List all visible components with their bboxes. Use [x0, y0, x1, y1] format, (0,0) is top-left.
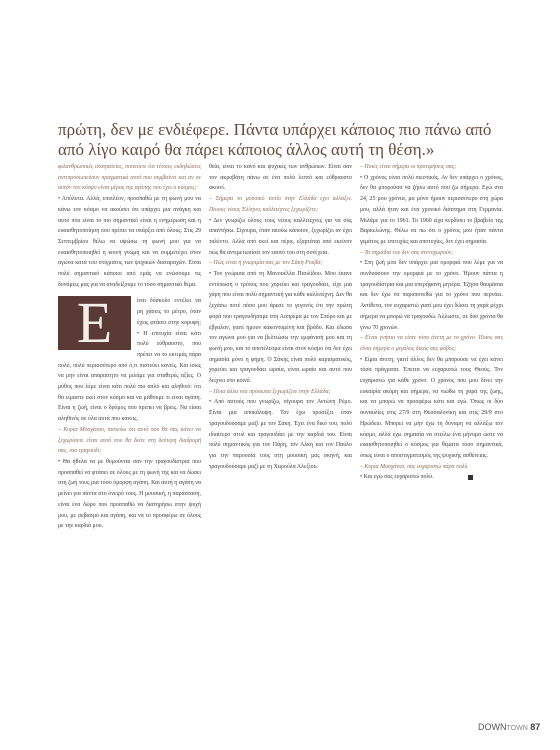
- pull-quote: [58, 120, 528, 160]
- page-number: 87: [530, 722, 541, 732]
- question: – Τα σημάδια του δεν σας στενοχωρούν;: [360, 249, 454, 256]
- page-footer: [478, 722, 540, 732]
- pull-quote-line-1: πρώτη, δεν με ενδιέφερε. Πάντα υπάρχει κάποιος πιο πάνω από: [58, 120, 492, 139]
- question: – Κυρία Μοσχάτου, σας ευχαριστώ πάρα πολύ.: [360, 463, 469, 470]
- column-1: [58, 162, 201, 717]
- paragraph: • Είμαι άνετη, γιατί άλλος δεν θα μπορούσε να έχει κάνει τόσα πράγματα. Έπειτα να ευχαριστώ τους Θεούς. Τον ευχαριστώ για κάθε χρόνο. Ο χρόνος που μου δίνει την ευκαιρία ακόμη και σήμερα, να νιώθω τη χαρά της ζωής, και να μπορώ να προσφέρω κάτι και εγώ. Όπως οι δύο συναυλίες στις 27/9 στη Θεσσαλονίκη και στις 29/9 στο Ηρώδειο. Μπορεί να μην έχω τη δύναμη να αλλάξω τον κόσμο, αλλά έχω σημασία να στείλω ένα μήνυμα ώστε να ευαισθητοποιηθεί ο κόσμος για θέματα τόσο σημαντικά, όπως είναι ο αποστιγματισμός της ψυχικής ασθένειας.: [360, 356, 503, 459]
- question: – Είναι γνήσιο να είστε τόσο άνετη με το χρόνο. Ποιος σας είναι σήμερα ο μεγάλος δικός σας φόβος;: [360, 335, 503, 352]
- paragraph: • Στη ζωή μου δεν υπάρχει μια ομορφιά που λέμε για να συνδυάσουν την ομορφιά με το χρόνο. Ήμουν πάντα η τραγουδίστρια και μια υπερήφανη μητέρα. Έζησα θαυμάσια και δεν έχω να παραπονεθώ για το χρόνο που περνάει. Αντίθετα, τον ευχαριστώ γιατί μου έχει δώσει τη χαρά μέχρι σήμερα να μπορώ να τραγουδώ. Άλλωστε, σε δύο χρόνια θα γίνω 70 χρονών.: [360, 260, 503, 331]
- closing-line: • Και εγώ σας ευχαριστώ πολύ.: [360, 474, 434, 481]
- paragraph: [360, 472, 503, 483]
- paragraph: • Τον γνώρισα από τη Μανουέλλα Παυλίδου. Μου έκανε εντύπωση ο τρόπος που χορεύει και τραγουδάει, είχε μια χάρη που είναι πολύ σημαντική για κάθε καλλιτέχνη. Δεν θα ξεχάσω ποτέ πόσο μου άρεσε το γεγονός ότι την πρώτη φορά που τραγουδήσαμε στη Ασπρέμα με τον Σπύρο και με έβγαλαν, γιατί ήμουν κακοντυμένη και βράδυ. Και έδωσα τον αγώνα μου για να βελτιώσω την εμφάνισή μου και τη φωνή μου, και το αποτέλεσμα είναι στον κόσμο ότι δεν έχει σημασία μόνο η φήμη. Ο Σάκης είναι πολύ καρισματικός, χορεύει και τραγουδάει ωραία, είναι ωραίο και αυτό που δείχνει στο κοινό.: [209, 271, 352, 385]
- paragraph: ίναι δύσκολο εντέλει να μη χάσεις το μέτρο, όταν έχεις φτάσει στην κορυφή; • Η επιτυχία είναι κάτι πολύ εύθραυστο, που πρέπει να το εκτιμάς πάρα πολύ, πολύ περισσότερο από ό,τι πιστεύει κανείς. Και ίσως να μην είναι απαραίτητο να μιλάμε για σταθερές αξίες. Ο μύθος που λέμε είναι κάτι πολύ πιο απλό και αληθινό: ότι θα είμαστε εκεί στον κόσμο και να μάθουμε τι είναι αγάπη. Είναι η ζωή, είναι ο δρόμος που πρέπει να βρεις. Να είσαι αληθινός σε όλα αυτά που κάνεις.: [58, 298, 201, 423]
- drop-cap-letter: Ε: [58, 296, 131, 350]
- magazine-name-town: TOWN: [506, 725, 528, 732]
- question: – Πώς είναι η γνωριμία σας με τον Σάκη Ρουβά;: [209, 260, 323, 267]
- paragraph: θεία, είναι το κανό και ψυχικές των ανθρώπων. Είναι σαν τον ακροβάτη πάνω σε ένα πολύ λεπτό και εύθραυστο σκοινί.: [209, 164, 352, 192]
- question: – Ποια άλλα νέα πρόσωπα ξεχωρίζετε στην Ελλάδα;: [209, 388, 331, 395]
- end-mark-icon: [468, 475, 473, 480]
- paragraph: • Ο χρόνος είναι πολύ πιεστικός. Αν δεν υπάρχει ο χρόνος, δεν θα μπορούσα να ζήσω αυτό που ζω σήμερα. Εγώ στα 24, 25 μου χρόνια, μα μόνο ήμουν περισσότερο στη χώρα μου, αλλά ήταν και ένα χρονικό διάστημα στη Γερμανία. Μιλάμε για το 1961. Το 1960 είχα κερδίσει το βραβείο της Βαρκελώνης. Θέλω να πω ότι ο χρόνος μου ήταν πάντα γεμάτος με επιτυχίες και αποτυχίες, δεν έχει σημασία.: [360, 174, 503, 245]
- paragraph: φιλανθρωπικές εκστρατείες, πιστεύετε ότι τέτοιες εκδηλώσεις αντιπροσωπεύουν πραγματικά αυτό που συμβαίνει και αν σε αυτόν τον κόσμο είναι μέρος της αγάπης που έχει ο κόσμος;: [58, 164, 201, 192]
- column-2: [209, 162, 352, 717]
- pull-quote-line-2: από λίγο καιρό θα πάρει κάποιος άλλος αυτή τη θέση.»: [58, 140, 435, 159]
- paragraph: • Δεν γνωρίζω όλους τους νέους καλλιτέχνες για να σας απαντήσω. Σίγουρα, όταν ακούω κάποιον, ξεχωρίζει αν έχει ταλέντο. Αλλά από εκεί και πέρα, εξαρτάται από εκείνον πώς θα αντιμετωπίσει τον εαυτό του στη συνέχεια.: [209, 217, 352, 256]
- magazine-name-down: DOWN: [478, 722, 507, 732]
- article-columns: [58, 162, 503, 717]
- drop-cap-section: [58, 296, 201, 424]
- question: – Σήμερα το μουσικό τοπίο στην Ελλάδα έχει αλλάξει. Ποιους νέους Έλληνες καλλιτέχνες ξεχωρίζετε;: [209, 196, 352, 213]
- question: – Κυρία Μοσχάτου, πιστεύω ότι αυτό που θα σας κάνει να ξεχωρίσετε είναι αυτό που θα δείτε στη δεύτερη διαδρομή σας, στο τραγούδι;: [58, 426, 201, 455]
- paragraph: • Από αυτούς που γνωρίζω, σίγουρα τον Αντώνη Ρέμο. Είναι μια αποκάλυψη. Τον έχω προσέξει όταν τραγουδούσαμε μαζί με τον Σάκη. Έχει ένα δικό του, πολύ ιδιαίτερο στυλ και τραγουδάει με την καρδιά του. Είναι πολύ σημαντικός για τον Πάρη, τον Αλκη και τον Παύλο για την παρουσία τους στη μουσική μας σκηνή, και τραγουδούσαμε μαζί με τη Χαρούλα Αλεξίου.: [209, 399, 352, 470]
- question: – Ποιες είναι σήμερα οι προτιμήσεις σας;: [360, 164, 457, 170]
- paragraph: • Θα ήθελα να με θυμούνται σαν την τραγουδίστρια που προσπαθεί να φτάσει σε όλους με τη φωνή της και να δώσει στη ζωή τους μια τόσο όμορφη αγάπη. Και αυτή η αγάπη να μείνει για πάντα στο όνειρό τους. Η μουσική, η παράσταση, είναι ένα δώρο που προσπαθώ να διατηρήσω στην ψυχή μου, με σεβασμό και αγάπη, και να το προσφέρω σε όλους με την καρδιά μου.: [58, 458, 201, 530]
- paragraph: • Απόλυτα. Αλλά, επιπλέον, προσπαθώ με τη φωνή μου να κάνω τον κόσμο να ακούσει ότι υπάρχει μια ανάγκη και αυτό που είναι το πιο σημαντικό είναι η ενημέρωση και η ευαισθητοποίηση που πρέπει να υπάρξει από όλους. Στις 29 Σεπτεμβρίου θέλω να υψώσω τη φωνή μου για να ευαισθητοποιηθεί η κοινή γνώμη και να συμμετέχει στον αγώνα κατά του στίγματος των ψυχικών διαταραχών. Είναι πολύ σημαντικό κάποιοι από εμάς να ενώσουμε τις δυνάμεις μας για να αναδείξουμε το τόσο σημαντικό θέμα.: [58, 196, 201, 288]
- column-3: [360, 162, 503, 717]
